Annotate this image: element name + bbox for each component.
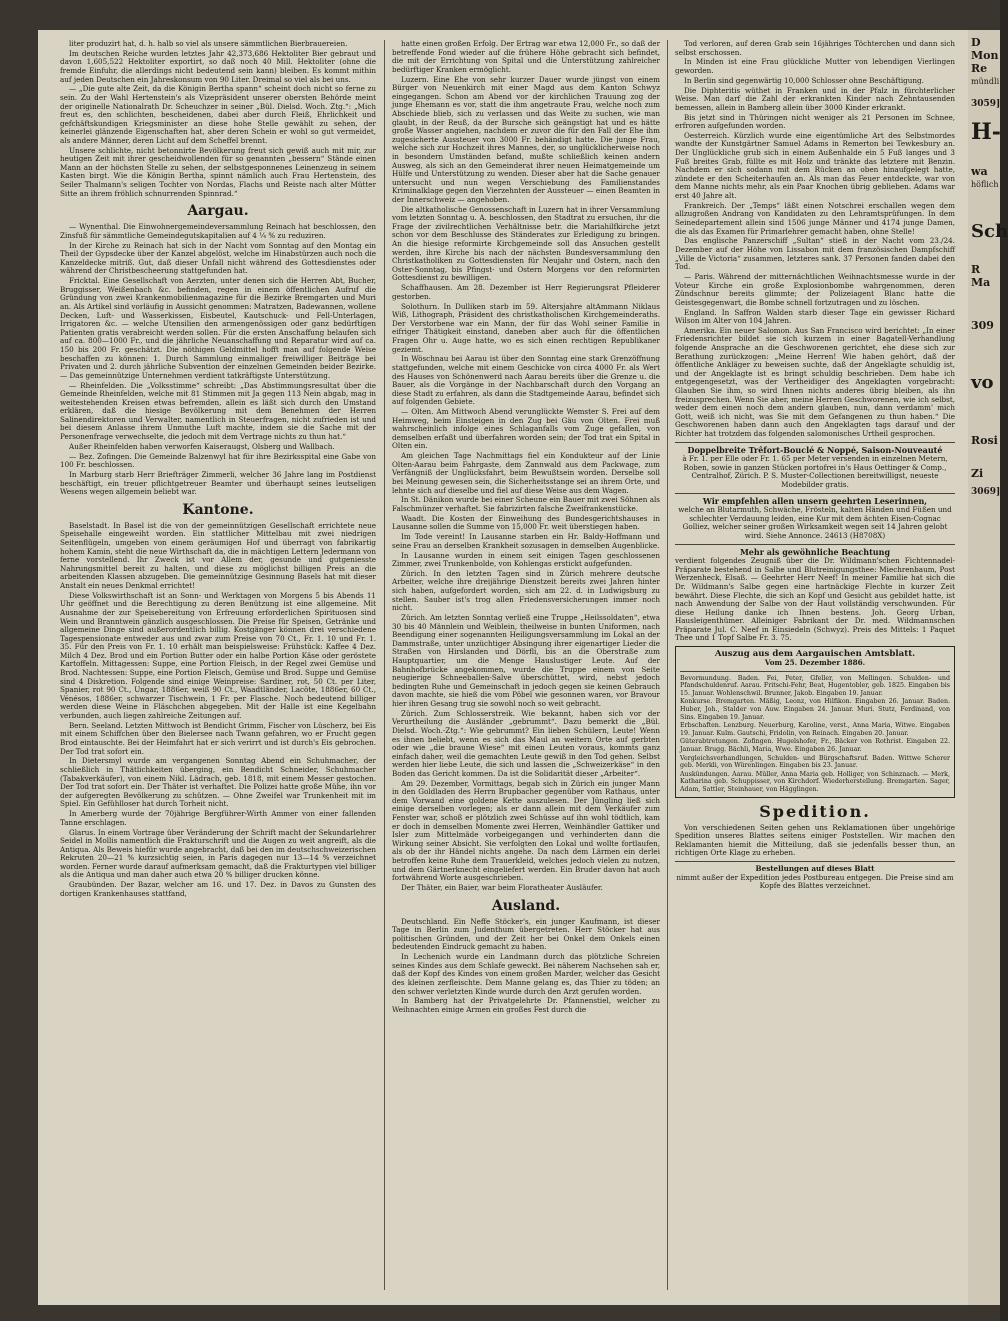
column-middle [392, 40, 660, 1290]
article-paragraph: Das englische Panzerschiff „Sultan“ stieß in der Nacht vom 23./24. Dezember auf der Höhe von Lissabon mit dem französischen Dampfschiff „Ville de Victoria“ zusammen, letzteres sank. 37 Personen fanden dabei den Tod. [675, 236, 955, 272]
article-paragraph: Baselstadt. In Basel ist die von der gemeinnützigen Gesellschaft errichtete neue Speisehalle eingeweiht worden. Ein stattlicher Mittelbau mit zwei niedrigen Seitenflügeln, umgeben von einem geräumigen Hof und überragt von fabrikartig hohem Kamin, steht die neue Wirthschaft da, die in mächtigen Lettern Jedermann von ferne vorstellend. Ihr Zweck ist vor Allem der, gesunde und gutgeniesste Nahrungsmittel bereit zu halten, und diese zu möglichst billigen Preis an die arbeitenden Klassen abzugeben. Die gemeinnützige Gesinnung Basels hat mit dieser Anstalt ein neues Denkmal errichtet! [60, 520, 376, 590]
article-paragraph: Außer Rheinfelden haben verworfen Kaiseraugst, Olsberg und Wallbach. [69, 441, 335, 451]
article-paragraph: Waadt. Die Kosten der Einweihung des Bundesgerichtshauses in Lausanne sollen die Summe von 15,000 Fr. weit überstiegen haben. [392, 513, 660, 532]
article-paragraph: hatte einen großen Erfolg. Der Ertrag war etwa 12,000 Fr., so daß der betreffende Fond wieder auf die frühere Höhe gebracht sich befindet, die mit der Errichtung von Spital und die Unterstützung zahlreicher bedürftiger Kranken ermöglicht. [392, 39, 660, 74]
edge-line: H- [971, 119, 1001, 145]
section-heading-kantone: Kantone. [182, 501, 254, 518]
edge-line: Zi [971, 467, 984, 480]
amtsblatt-date: Vom 25. Dezember 1886. [764, 658, 866, 668]
article-paragraph: liter produzirt hat, d. h. halb so viel als unsere sämmtlichen Bierbrauereien. [69, 39, 348, 48]
amtsblatt-entry: Erbschaften. Lenzburg. Neuerburg, Karoline, verst., Anna Maria, Witwe. Eingaben 19. Januar. Kulm. Gautschi, Fridolin, von Reinach. Eingaben 20. Januar. [680, 722, 950, 737]
article-paragraph: In Wöschnau bei Aarau ist über den Sonntag eine stark Grenzöffnung stattgefunden, welche mit einem Geschicke von circa 4000 Fr. als Wert des Hauses von Schönenwerd nach Aarau bereits über die Grenze u. die Bauer, als die Vorgänge in der Nachbarschaft durch den Vorgang an diese Stadt zu erfahren, als dann die Stadtgemeinde Aarau, befindet sich auf folgenden Gebiete. [392, 354, 660, 407]
article-paragraph: Tod verloren, auf deren Grab sein 16jähriges Töchterchen und dann sich selbst erschossen. [675, 39, 955, 57]
section-heading-aargau: Aargau. [187, 203, 249, 220]
article-paragraph: — „Die gute alte Zeit, da die Königin Bertha spann“ scheint doch nicht so ferne zu sein. Zu der Wahl Hertenstein's als Vizepräsident unserer obersten Behörde meint der originelle Nationalrath Dr. Scheuchzer in seiner „Bül. Dielsd. Woch. Ztg.“: „Mich freut es, den schlichten, bescheidenen, dabei aber durch Fleiß, Ehrlichkeit und gefchäftskundigen Kriegsminister an diese hohe Stelle gewählt zu sehen, der keinerlei glänzende Eigenschaften hat, aber deren Schein er wohl so gut vermeidet, als andere Männer, deren Licht auf dem Scheffel brennt. [60, 84, 376, 145]
article-paragraph: Amerika. Ein neuer Salomon. Aus San Francisco wird berichtet: „In einer Friedensrichter bildet sie sich kurzem in einer Bagatell-Verhandlung folgende Ansprache an die Geschworenen gerichtet, ehe diese sich zur Berathung zurückzogen: „Meine Herren! Wie haben gehört, daß der öffentliche Ankläger zu beweisen suchte, daß der Angeklagte schuldig ist, und der Angeklagte ist es bringt schuldig beschrieben. Dem habe ich entgegengesetzt, was der Vertheidiger des Angeklagten vorgebracht: Glauben Sie ihm, so wird Ihnen nichts anderes übrig bleiben, als ihn freizusprechen. Wenn Sie aber, meine Herren Geschworenen, wie ich selbst, weder dem einen noch dem andern glauben, nun, dann verdamm' mich Gott, weiß ich nicht, was Sie mit dem Gefangenen zu thun haben.“ Die Geschworenen haben dann auch den Angeklagten tags darauf und der Richter hat trotzdem das folgenden salomonisches Urtheil gesprochen. [675, 325, 955, 438]
edge-line: vo [971, 372, 994, 393]
article-paragraph: Solothurn. In Dulliken starb im 59. Altersjahre altAmmann Niklaus Wiß, Lithograph, Präsident des christkatholischen Kirchgemeinderaths. Der Verstorbene war ein Mann, der für das Wohl seiner Familie in eifriger Thätigkeit einstand, daneben aber auch für die öffentlichen Fragen Ohr u. Auge hatte, wo es sich einen rechtigen Republikaner geziemt. [392, 301, 660, 354]
amtsblatt-entry: Bevormundung. Baden. Fei, Peter, Gfeller, von Mellingen. Schulden- und Pfandschuldenruf. Aarau. Fritschi-Fehr, Beat, Hugentobler, geb. 1825. Eingaben bis 15. Januar. Wohlenschwil. Brunner, Jakob. Eingaben 19. Januar. [680, 674, 950, 697]
article-paragraph: Am gleichen Tage Nachmittags fiel ein Kondukteur auf der Linie Olten-Aarau beim Fahrgaste, dem Zannwald aus dem Packwage, zum Verfängniß der Unglücksfahrt, beim Bewußtsein worden. Derselbe soll bei Meinung gewesen sein, die Sicherheitsstange sei an ihrem Orte, und lehnte sich auf dieselbe und fiel auf diese Weise aus dem Wagen. [392, 451, 660, 495]
article-paragraph: — Wynenthal. Die Einwohnergemeindeversammlung Reinach hat beschlossen, den Zinsfuß für sämmtliche Gemeindegutskapitalien auf 4 ¼ % zu reduziren. [60, 222, 376, 240]
article-paragraph: In Marburg starb Herr Briefträger Zimmerli, welcher 36 Jahre lang im Postdienst beschäftigt, ein treuer pflichtgetreuer Beamter und überhaupt seines leutseligen Wesens wegen allgemein beliebt war. [60, 470, 376, 497]
adjacent-page-edge [968, 30, 1008, 1305]
edge-line: Mon [971, 49, 999, 62]
article-paragraph: Zürich. In den letzten Tagen sind in Zürich mehrere deutsche Arbeiter, welche ihre dreijährige Dienstzeit bereits zwei Jahren hinter sich haben, aufgefordert worden, sich am 22. d. in Ludwigsburg zu stellen. Sauber ist's trog allen Friedensversicherungen immer noch nicht. [392, 568, 660, 613]
article-paragraph: Der Thäter, ein Baier, war beim Floratheater Ausläufer. [401, 883, 603, 892]
article-paragraph: In Lausanne wurden in einem seit einigen Tagen geschlossenen Zimmer, zwei Trunkenbolde, von Kohlengas erstickt aufgefunden. [392, 550, 660, 569]
article-paragraph: Im deutschen Reiche wurden letztes Jahr 42,373,686 Hektoliter Bier gebraut und davon 1,605,522 Hektoliter exportirt, so daß noch 40 Mill. Hektoliter (ohne die fremde Einfuhr, die allerdings nicht bedeutend sein kann) bleiben. Es kommt mithin auf jeden Deutschen ein Jahreskonsum von 90 Liter. Dreimal so viel als bei uns. [60, 48, 376, 84]
article-paragraph: In Dietersmyl wurde am vergangenen Sonntag Abend ein Schuhmacher, der schließlich in Thätlichkeiten überging, ein Bendicht Schneider, Schuhmacher (Tabakverkäufer), von einem Nikl. Lädrach, geb. 1818, mit einem Messer gestochen. Der Tod trat sofort ein. Der Thäter ist verhaftet. Die Polizei hatte große Mühe, ihn vor der aufgeregten Bevölkerung zu schützen. — Ohne Zweifel war Trunkenheit mit im Spiel. Ein Gefühlloser hat durch Torheit nicht. [60, 756, 376, 809]
column-rule [667, 40, 668, 1290]
article-paragraph: In der Kirche zu Reinach hat sich in der Nacht vom Sonntag auf den Montag ein Theil der Gypsdecke über der Kanzel abgelöst, welche im Hinabstürzen auch noch die Kanzeldecke mitriß. Gut, daß dieser Unfall nicht während des Gottesdienstes oder während der Christbescheerung stattgefunden hat. [60, 240, 376, 276]
edge-line: D [971, 36, 981, 49]
edge-line: Ma [971, 276, 991, 289]
subscription-heading: Bestellungen auf dieses Blatt [755, 863, 875, 873]
article-paragraph: Bern. Seeland. Letzten Mittwoch ist Bendicht Grimm, Fischer von Lüscherz, bei Eis mit einem Schiffchen über den Bielersee nach Twann gefahren, wo er Frucht gegen Brod eintauschte. Bei der Heimfahrt hat er sich verirrt und ist durch's Eis gebrochen. Der Tod trat sofort ein. [60, 720, 376, 756]
divider [675, 442, 955, 443]
edge-line: Sch [971, 221, 1008, 242]
edge-line: mündli [971, 77, 1000, 86]
article-paragraph: In St. Dänikon wurde bei einer Scheune ein Bauer mit zwei Söhnen als Falschmünzer verhaftet. Sie fabrizirten falsche Zweifrankenstücke. [392, 495, 660, 513]
article-paragraph: — Paris. Während der mitternächtlichen Weihnachtsmesse wurde in der Voteur Kirche ein große Explosionbombe wahrgenommen, deren Zündschnur bereits glimmte; der Polizeiagent Blanc hatte die Geistesgegenwart, die Bombe schnell fortzutragen und zu löschen. [675, 271, 955, 307]
divider [675, 861, 955, 862]
article-paragraph: — Rheinfelden. Die „Volksstimme“ schreibt: „Das Abstimmungsresultat über die Gemeinde Rheinfelden, welche mit 81 Stimmen mit Ja gegen 113 Nein abgab, mag in weitestehenden Kreisen etwas befremden, allein es läßt sich durch den Umstand erklären, daß die hiesige Bevölkerung mit dem Benehmen der Herren Salinendirektoren und Verwalter, namentlich in Steuerfragen, nicht zufrieden ist und bei diesem Anlasse ihrem Unmuthe Luft machte, indem sie die Sache mit der Personenfrage verwechselte, die jedoch mit dem Vertrage nichts zu thun hat.“ [60, 380, 376, 442]
article-paragraph: Bis jetzt sind in Thüringen nicht weniger als 21 Personen im Schnee, erfroren aufgefunden worden. [675, 112, 955, 131]
article-paragraph: England. In Saffron Walden starb dieser Tage ein gewisser Richard Wilson im Alter von 104 Jahren. [675, 307, 955, 326]
amtsblatt-title: Auszug aus dem Aargauischen Amtsblatt. [714, 649, 916, 660]
article-paragraph: — Olten. Am Mittwoch Abend verunglückte Wemster S. Frei auf dem Heimweg, beim Einsteigen in den Zug bei Gäu von Olten. Frei muß wahrscheinlich infolge eines Schlaganfalls vom Zuge gefallen, von demselben erfaßt und überfahren worden sein; der Tod trat ein Spital in Olten ein. [392, 407, 660, 451]
divider [675, 544, 955, 545]
section-heading-ausland: Ausland. [491, 897, 561, 914]
article-paragraph: Diese Volkswirthschaft ist an Sonn- und Werktagen von Morgens 5 bis Abends 11 Uhr geöffnet und die Berechtigung zu deren Benützung ist eine allgemeine. Mit Ausnahme der zur Speisebereitung von Erfreuung erforderlichen Spirituosen sind Wein und Branntwein gänzlich ausgeschlossen. Die Preise für Speisen, Getränke und allgemeine Dinge sind außerordentlich billig. Kostgänger können drei verschiedene Tagespensionate entweder aus und zwar zum Preise von 70 Ct., Fr. 1. 10 und Fr. 1. 35. Für den Preis von Fr. 1. 10 erhält man beispielsweise: Frühstück: Kaffee 4 Dez. Milch 4 Dez. Brod und ein Portion Butter oder ein halbe Portion Käse oder geröstete Kartoffeln. Mittagessen: Suppe, eine Portion Fleisch, in der Regel zwei Gemüse und Brod. Nachtessen: Suppe, eine Portion Fleisch, Gemüse und Brod. Suppe und Gemüse sind 4 Diskretion. Folgende sind einige Weinpreise: Sardiner, rot, 50 Ct. per Liter, Spanier, rot 90 Ct., Ungar, 1886er, weiß 90 Ct., Waadtländer, Lacôte, 1886er, 60 Ct., Vénésos, 1886er, schwarzer Tischwein, 1 Fr. per Flasche. Noch bedeutend billiger werden diese Weine in Fläschchen abgegeben. Mit der Halle ist eine Kegelbahn verbunden, auch liegen zahlreiche Zeitungen auf. [60, 590, 376, 721]
advertisement-title: Wir empfehlen allen unsern geehrten Leserinnen, [702, 495, 928, 506]
edge-line: 3059] [971, 99, 1001, 109]
amtsblatt-box [675, 646, 955, 798]
divider [675, 493, 955, 494]
article-paragraph: Graubünden. Der Bazar, welcher am 16. und 17. Dez. in Davos zu Gunsten des dortigen Krankenhauses stattfand, [60, 880, 376, 898]
edge-line: wa [971, 165, 988, 178]
article-paragraph: Zürich. Zum Schlosserstreik. Wie bekannt, haben sich vor der Verurtheilung die Ausländer „gebrummt“. Dazu bemerkt die „Bül. Dielsd. Woch.-Ztg.“: Wie gebrummt? Ein lieben Schülern, Leute! Wenn es ihnen beliebt, wenn es sich das Maul an weitern Orte auf gerbten oder wie „die braune Wiese“ mit einen Leuten voraus, kommts ganz einfach daher, weil die gemachten Leute gewiß in den Tod gehen. Selbst werden hier liebe Leute, die sich und lassen die „Schweizerkäse“ in den Boden das Gericht kommen. Da ist die Solidarität dieser „Arbeiter“. [392, 708, 660, 778]
column-rule [384, 40, 385, 1290]
spedition-text: Von verschiedenen Seiten gehen uns Reklamationen über ungehörige Spedition unseres Blattes seitens einiger Poststellen. Wir machen den Reklamanten hiemit die Mitteilung, daß sie jedenfalls besser thun, an richtigen Orte Klage zu erheben. [675, 822, 955, 858]
amtsblatt-entry: Konkurse. Bremgarten. Mäßig, Leonz, von Hilfikon. Eingaben 26. Januar. Baden. Huber, Joh., Stalder von Auw. Eingaben 24. Januar. Muri. Stutz, Ferdinand, von Sins. Eingaben 19. Januar. [680, 698, 950, 721]
advertisement-title: Doppelbreite Trêfort-Bouclé & Noppé, Saison-Nouveauté [687, 444, 943, 455]
advertisement-text: welche an Blutarmuth, Schwäche, Frösteln, kalten Händen und Füßen und schlechter Verdauung leiden, eine Kur mit dem ächten Eisen-Cognac Golliez, welcher seiner großen Wirksamkeit wegen seit 14 Jahren gelobt wird. Siehe Annonce. 24613 (H8708X) [678, 505, 952, 540]
article-paragraph: — Bez. Zofingen. Die Gemeinde Balzenwyl hat für ihre Bezirksspital eine Gabe von 100 Fr. beschlossen. [60, 451, 376, 470]
amtsblatt-entry: Vergleichsverhandlungen, Schulden- und Bürgschaftsruf. Baden. Wittwe Scherer geb. Merkli, von Würenlingen. Eingaben bis 23. Januar. [680, 754, 950, 770]
amtsblatt-entry: Auskündungen. Aarau. Müller, Anna Maria geb. Holliger, von Schinznach. — Merk, Katharina geb. Schuppisser, von Kirchdorf. Wiederherstellung. Bremgarten. Sager, Adam, Sattler, Steinhauer, von Hägglingen. [680, 770, 950, 793]
article-paragraph: In Berlin sind gegenwärtig 10,000 Schlosser ohne Beschäftigung. [684, 75, 924, 85]
article-paragraph: Deutschland. Ein Neffe Stöcker's, ein junger Kaufmann, ist dieser Tage in Berlin zum Judenthum übergetreten. Herr Stöcker hat aus politischen Gründen, und der Zeit her bei Onkel dem Onkels einen bedeutenden Eindruck gemacht zu haben. [392, 916, 660, 952]
divider [680, 671, 950, 672]
amtsblatt-entry: Güterabtretungen. Zofingen. Hugelshofer, Fr., Bäcker von Rothrist. Eingaben 22. Januar. Brugg. Bächli, Maria, Wwe. Eingaben 26. Januar. [680, 738, 950, 753]
article-paragraph: Am 29. Dezember, Vormittags, begab sich in Zürich ein junger Mann in den Goldladen des Herrn Brupbacher gegenüber vom Rathaus, unter dem Vorwand eine goldene Kette auszulesen. Der Jüngling ließ sich einige derselben vorlegen; als er dann allein mit dem Verkäufer zum Fenster war, schoß er plötzlich zwei Schüsse auf ihn wohl tödtlich, kam er doch in demselben Momente zwei Herren, Weinhändler Gattiker und Isler zum Mittelmäde vorbeigegangen und verhinderten dann die Wirkung seiner Absicht. Sie verfolgten den Lokal und wollte fortlaufen, als ob der ihr Händel nichts angehe. Da nach dem Lärmen ein derlei betroffen keine Ruhe dem Trauerkleid, welches jedoch vielen zu nutzen, und dem Gärtnerknecht eingeliefert werden. Ein Bruder davon hat auch fortwährend Worte ausgeschrieben. [392, 778, 660, 883]
edge-line: R [971, 263, 981, 276]
advertisement-title: Mehr als gewöhnliche Beachtung [739, 546, 891, 557]
article-paragraph: Oesterreich. Kürzlich wurde eine eigentümliche Art des Selbstmordes wandte der Kunstgärtner Samuel Adams in Remerton bei Tewkesbury an. Der Unglückliche grub sich in einem Außenhalde ein 5 Fuß langes und 3 Fuß breites Grab, füllte es mit Holz und tränkte das letztere mit Benzin. Nachdem er sich sodann mit dem Rücken an oben hinaufgelegt hatte, zündete er den Scheiterhaufen an. Als man das Feuer entdeckte, war von dem Manne nichts mehr, als ein Paar Knochen übrig geblieben. Adams war erst 40 Jahre alt. [675, 130, 955, 201]
edge-line: Re [971, 62, 988, 75]
edge-line: 3069] [971, 487, 1001, 497]
spedition-heading: Spedition. [759, 801, 871, 821]
column-right [675, 40, 955, 1290]
article-paragraph: In Lechenich wurde ein Landmann durch das plötzliche Schreien seines Kindes aus dem Schlafe geweckt. Bei näherem Nachsehen sah er, daß der Kopf des Kindes von einem großen Marder, welcher das Gesicht des kleinen zerfleischte. Dem Manne gelang es, das Thier zu töden; an den schwer verletzten Kinde wurde durch den Arzt gerufen worden. [392, 952, 660, 996]
article-paragraph: In Minden ist eine Frau glückliche Mutter von lebendigen Vierlingen geworden. [675, 57, 955, 75]
subscription-text: nimmt außer der Expedition jedes Postbureau entgegen. Die Preise sind am Kopfe des Blattes verzeichnet. [676, 872, 954, 891]
edge-line: Rosi [971, 434, 998, 447]
article-paragraph: Luzern. Eine Ehe von sehr kurzer Dauer wurde jüngst von einem Bürger von Neuenkirch mit einer Magd aus dem Kanton Schwyz eingegangen. Schon am Abend vor der kirchlichen Trauung zog der junge Ehemann es vor, statt die ihm angetraute Frau, welche noch zum Abschiede blieb, sich zu verlassen und das Weite zu suchen, wie man glaubt, in der Reuß, da der Bursche sich geängstigt hat und es hätte große Wasser angiehen, nachdem er zuvor die für den Fall der Ehe ihm zugesicherte Aussteuer von 3000 Fr. behändigt hatte. Die junge Frau, welche sich zur Hochzeit ihres Mannes, der, so unglücklicherweise noch in besondern Umständen befand, mußte schließlich keinen andern Ausweg, als sich an den Gemeinderat ihrer neuen Heimatgemeinde um Hülfe und Unterstützung zu wenden. Dieser aber hat die Sache genauer untersucht und nun wegen Verschiebung des Familienstandes Kriminalklage gegen den Vierzehnten der Aussteuer — einen Beamten in der Innerschweiz — angehoben. [392, 74, 660, 204]
article-paragraph: Schaffhausen. Am 28. Dezember ist Herr Regierungsrat Pfleiderer gestorben. [392, 283, 660, 301]
article-paragraph: Zürich. Am letzten Sonntag verließ eine Truppe „Heilssoldaten“, etwa 30 bis 40 Männlein und Weiblein, theilweise in bunten Uniformen, nach Beendigung einer sogenannten Heiligungsversammlung im Lokal an der Dammstraße, unter unzüchtiger Absingung ihrer eigenartiger Lieder die Straßen von Hirslanden und Dörfli, bis an die Oberstraße zum Hauptquartier, um die Menge Hauslustiger Leute. Auf der Bahnhofbrücke angekommen, wurde die Truppe einem von Seite neugierige Schneeballen-Salve überschüttet, wird, nebst jedoch bedingten Ruhe und Gemeinschaft in jedoch gegen sie keinen Gebrauch davon machte, sie hieß die vom Pöbel wie gesonnen waren, vor Bravour hier ihren Gesang trug sie sowohl noch so weit gebracht. [392, 613, 660, 708]
article-paragraph: Fricktal. Eine Gesellschaft von Aerzten, unter denen sich die Herren Abt, Bucher, Bruggisser, Weißenbach &c. befinden, regen in einem öffentlichen Aufruf die Gründung von zwei Krankenmobilienmagazine für die Bezirke Bremgarten und Muri an. Als Artikel sind vorläufig in Aussicht genommen: Matratzen, Badewannen, wollene Decken, Luft- und Wasserkissen, Eisbeutel, Kautschuck- und Fell-Unterlagen, Irrigatoren &c. — welche Utensilien den armengenössigen oder ganz bedürftigen Patienten gratis verabreicht werden sollen. Für die ersten Anschaffung belaufen sich auf ca. 800—1000 Fr., und die jährliche Neuanschaffung und Reparatur wird auf ca. 150 bis 200 Fr. geschätzt. Die nöthigen Geldmittel hofft man auf folgende Weise beschaffen zu können: 1. Durch Sammlung einmaliger freiwilliger Beiträge bei Privaten und 2. durch jährliche Subvention der einzelnen Gemeinden beider Bezirke. — Das gemeinnützige Unternehmen verdient tatkräftigste Unterstützung. [60, 276, 376, 380]
article-paragraph: Die altkatholische Genossenschaft in Luzern hat in ihrer Versammlung vom letzten Sonntag u. A. beschlossen, den Stadtrat zu ersuchen, ihr die Frage der zivilrechtlichen Verhältnisse betr. die Mariahilfkirche jetzt schon vor dem Beschlusse des Ständerates zur Erledigung zu bringen. An die hiesige reformirte Kirchgemeinde soll das Ansuchen gestellt werden, ihre Kirche bis nach der nächsten Bundesversammlung den Christkatholiken zu Gottesdiensten für Neujahr und Ostern, nach den Oster-Sonntag, bis Pfingst- und Ostern Morgens vor den reformirten Gottesdienst zu bewilligen. [392, 204, 660, 283]
edge-line: höflich [971, 180, 999, 189]
edge-line: 309 [971, 319, 994, 332]
article-paragraph: Die Diphteritis wüthet in Franken und in der Pfalz in fürchterlicher Weise. Man darf die Zahl der erkrankten Kinder nach Zehntausenden bemessen, allein in Bamberg allein über 3000 Kinder erkrankt. [675, 85, 955, 112]
article-paragraph: Frankreich. Der „Temps“ läßt einen Notschrei erschallen wegen dem allzugroßen Andrang von Kandidaten zu den Lehramtsprüfungen. In dem Seinedepartement allein sind 1506 junge Männer und 4174 junge Damen, die als das Examen für Primarlehrer gemacht haben, ohne Stelle! [675, 200, 955, 236]
article-paragraph: In Amerberg wurde der 70jährige Bergführer-Wirth Ammer von einer fallenden Tanne erschlagen. [60, 809, 376, 827]
article-paragraph: Unsere schlichte, nicht betonnirte Bevölkerung freut sich gewiß auch mit mir, zur heutigen Zeit mit ihrer gescheidwollenden für so genannten „bessern“ Stände einen Mann an der höchsten Stelle zu sehen, der selbstgesponnenes Leinenzeug in seinem Kasten birgt. Wie die Königin Bertha, spinnt nämlich auch Frau Hertenstein, des Seiler Thalmann's seligen Tochter von Nordas, Flachs und Reiste nach alter Mütter Sitte an ihrem fröhlich schnurrenden Spinnrad.“ [60, 145, 376, 198]
article-paragraph: In Bamberg hat der Privatgelehrte Dr. Pfannenstiel, welcher zu Weihnachten einige Armen ein großes Fest durch die [392, 996, 660, 1014]
advertisement-text: à Fr. 1. per Elle oder Fr. 1. 65 per Meter versenden in einzelnen Metern, Roben, sowie in ganzen Stücken portofrei in's Haus Oettinger & Comp., Centralhof, Zürich. P. S. Muster-Collectionen bereitwilligst, neueste Modebilder gratis. [682, 454, 948, 489]
article-paragraph: Glarus. In einem Vortrage über Veränderung der Schrift macht der Sekundarlehrer Seidel in Mollis namentlich die Frakturschrift und die Augen zu weit angreift, als die Antiqua. Als Beweis hiefür wurde angebracht, daß bei den im deutschschweizerischen Rekruten 20—21 % kurzsichtig seien, in Paris dagegen nur 13—14 % verzeichnet worden. Ferner wurde darauf aufmerksam gemacht, daß die Frakturtypen viel billiger als die Antiqua und man daher auch etwa 20 % billiger drucken könne. [60, 827, 376, 880]
article-paragraph: Im Tode vereint! In Lausanne starben ein Hr. Baldy-Hoffmann und seine Frau an derselben Krankheit sozusagen in demselben Augenblicke. [392, 532, 660, 550]
advertisement-text: verdient folgendes Zeugniß über die Dr. Wildmann'schen Fichtennadel-Präparate bestehend in Salbe und Blutreinigungsthee: Miechrenbaum, Post Werzenheck, Elsaß. — Geehrter Herr Neef! In meiner Familie hat sich die Dr. Wildmann's Salbe gegen eine hartnäckige Flechte in kurzer Zeit bewährt. Diese Flechte, die sich an Kopf und Gesicht aus gebildet hatte, ist nach Anwendung der Salbe von der Haut vollständig verschwunden. Für diese Heilung danke ich Ihnen bestens. Joh. Georg Urban, Hausleigenthümer. Alleiniger Fabrikant der Dr. med. Wildmannschen Präparate Jul. C. Neef in Einsiedeln (Schwyz). Preis des Mittels: 1 Paquet Thee und 1 Topf Salbe Fr. 3. 75. [675, 556, 955, 643]
column-left [60, 40, 376, 1290]
